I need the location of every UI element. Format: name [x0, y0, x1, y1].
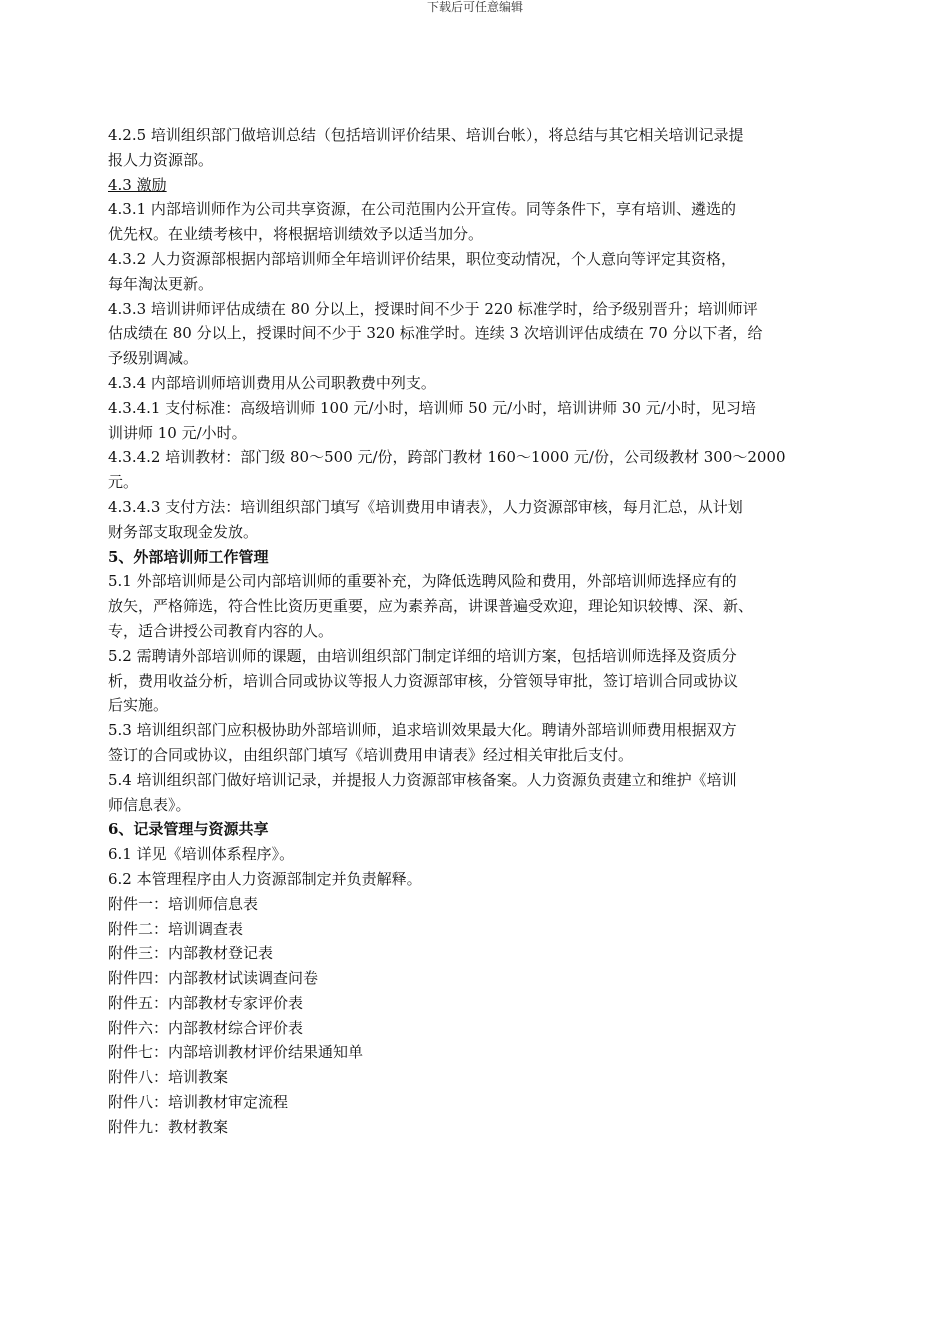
text-line: 析，费用收益分析，培训合同或协议等报人力资源部审核，分管领导审批，签订培训合同或协议	[108, 671, 739, 690]
text-line: 5.2 需聘请外部培训师的课题，由培训组织部门制定详细的培训方案，包括培训师选择及资质分	[108, 646, 737, 665]
text-line: 4.2.5 培训组织部门做培训总结（包括培训评价结果、培训台帐），将总结与其它相关培训记录提	[108, 126, 744, 144]
text-line: 每年淘汰更新。	[108, 274, 214, 293]
text-line: 4.3.4.2 培训教材：部门级 80～500 元/份，跨部门教材 160～1000 元/份，公司级教材 300～2000	[108, 448, 786, 467]
text-line: 附件一：培训师信息表	[108, 894, 259, 913]
text-line: 元。	[108, 473, 139, 492]
text-line: 附件八：培训教案	[108, 1068, 229, 1087]
text-line: 训讲师 10 元/小时。	[108, 423, 247, 442]
section-heading: 5、外部培训师工作管理	[108, 547, 269, 566]
text-line: 予级别调减。	[108, 349, 199, 368]
document-body	[108, 123, 828, 1140]
text-line: 5.3 培训组织部门应积极协助外部培训师，追求培训效果最大化。聘请外部培训师费用根据双方	[108, 721, 737, 740]
text-line: 5.4 培训组织部门做好培训记录，并提报人力资源部审核备案。人力资源负责建立和维护《培训	[108, 770, 737, 789]
text-line: 附件六：内部教材综合评价表	[108, 1018, 304, 1037]
text-line: 附件九：教材教案	[108, 1117, 229, 1136]
text-line: 附件七：内部培训教材评价结果通知单	[108, 1043, 364, 1062]
text-line: 师信息表》。	[108, 795, 191, 814]
text-line: 放矢，严格筛选，符合性比资历更重要，应为素养高，讲课普遍受欢迎，理论知识较博、深、新、	[108, 597, 754, 616]
text-line: 签订的合同或协议，由组织部门填写《培训费用申请表》经过相关审批后支付。	[108, 745, 634, 764]
text-line: 报人力资源部。	[108, 150, 214, 169]
text-line: 5.1 外部培训师是公司内部培训师的重要补充，为降低选聘风险和费用，外部培训师选择应有的	[108, 572, 737, 591]
text-line: 附件二：培训调查表	[108, 919, 244, 938]
text-line: 6.2 本管理程序由人力资源部制定并负责解释。	[108, 869, 422, 888]
text-line: 估成绩在 80 分以上，授课时间不少于 320 标准学时。连续 3 次培训评估成绩在 70 分以下者，给	[108, 324, 763, 343]
text-line: 4.3 激励	[108, 175, 167, 194]
text-line: 附件八：培训教材审定流程	[108, 1093, 289, 1112]
text-line: 财务部支取现金发放。	[108, 522, 259, 541]
text-line: 4.3.4 内部培训师培训费用从公司职教费中列支。	[108, 373, 436, 392]
text-line: 附件三：内部教材登记表	[108, 944, 274, 963]
text-line: 4.3.3 培训讲师评估成绩在 80 分以上，授课时间不少于 220 标准学时，给予级别晋升；培训师评	[108, 299, 758, 318]
text-line: 优先权。在业绩考核中，将根据培训绩效予以适当加分。	[108, 225, 484, 244]
text-line: 4.3.2 人力资源部根据内部培训师全年培训评价结果，职位变动情况，个人意向等评定其资格，	[108, 249, 736, 268]
text-line: 4.3.4.1 支付标准：高级培训师 100 元/小时，培训师 50 元/小时，培训讲师 30 元/小时，见习培	[108, 398, 756, 417]
text-line: 4.3.4.3 支付方法：培训组织部门填写《培训费用申请表》，人力资源部审核，每月汇总，从计划	[108, 497, 743, 516]
section-heading: 6、记录管理与资源共享	[108, 820, 269, 839]
text-line: 后实施。	[108, 696, 169, 715]
text-line: 4.3.1 内部培训师作为公司共享资源，在公司范围内公开宣传。同等条件下，享有培训、遴选的	[108, 200, 736, 219]
text-line: 6.1 详见《培训体系程序》。	[108, 845, 295, 864]
text-line: 专，适合讲授公司教育内容的人。	[108, 621, 334, 640]
page-header: 下载后可任意编辑	[426, 0, 523, 14]
text-line: 附件四：内部教材试读调查问卷	[108, 969, 319, 988]
text-line: 附件五：内部教材专家评价表	[108, 993, 304, 1012]
